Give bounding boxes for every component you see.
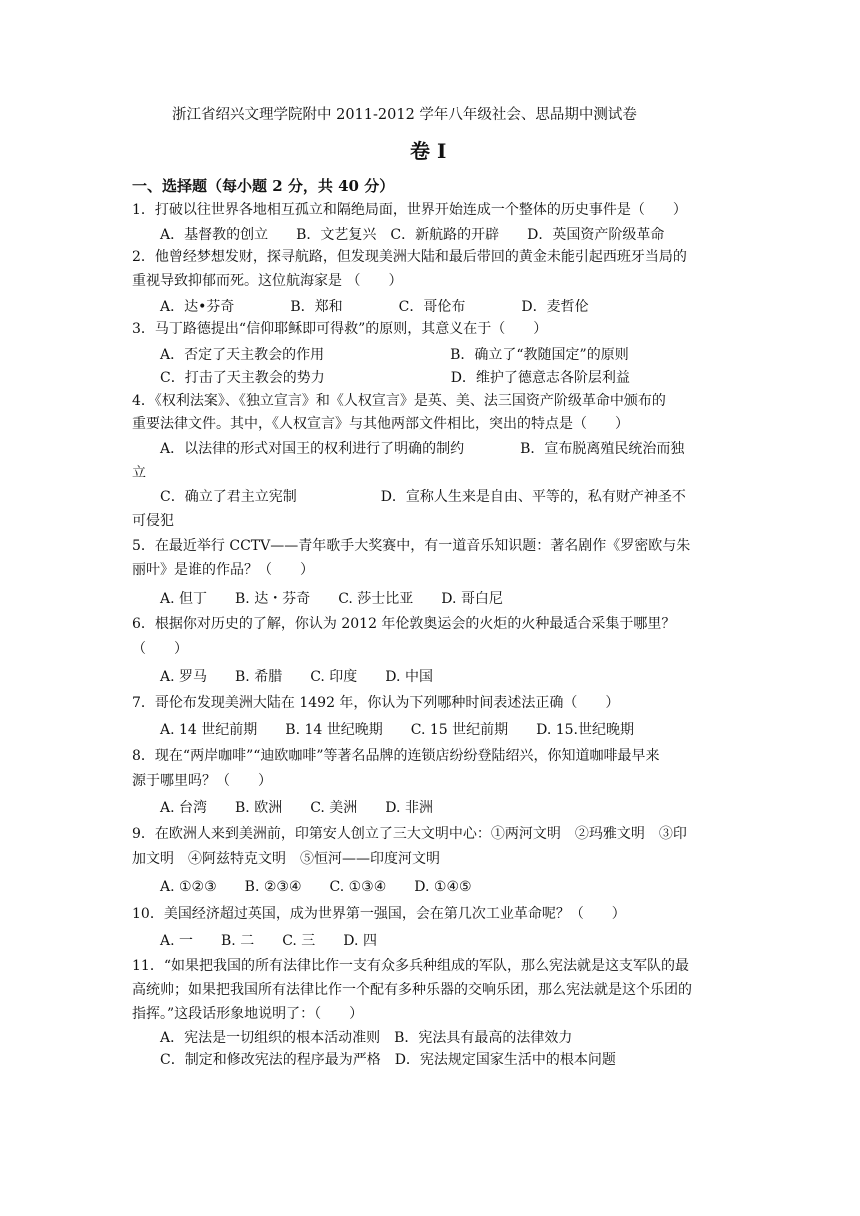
- question-line: （ ）: [132, 641, 188, 657]
- question-line: 2．他曾经梦想发财，探寻航路，但发现美洲大陆和最后带回的黄金未能引起西班牙当局的: [132, 249, 687, 265]
- question-line: 重视导致抑郁而死。这位航海家是 （ ）: [132, 273, 403, 289]
- question-line: C．确立了君主立宪制 D．宣称人生来是自由、平等的，私有财产神圣不: [160, 489, 686, 505]
- question-line: A．达•芬奇 B．郑和 C．哥伦布 D．麦哲伦: [160, 299, 589, 315]
- exam-title: 浙江省绍兴文理学院附中 2011-2012 学年八年级社会、思品期中测试卷: [172, 107, 637, 123]
- question-line: A．宪法是一切组织的根本活动准则 B．宪法具有最高的法律效力: [160, 1030, 573, 1046]
- question-line: A. 台湾 B. 欧洲 C. 美洲 D. 非洲: [160, 800, 433, 816]
- question-line: C．打击了天主教会的势力 D．维护了德意志各阶层利益: [160, 370, 630, 386]
- question-line: 6．根据你对历史的了解，你认为 2012 年伦敦奥运会的火炬的火种最适合采集于哪里？: [132, 616, 676, 632]
- question-line: 高统帅；如果把我国所有法律比作一个配有多种乐器的交响乐团，那么宪法就是这个乐团的: [132, 982, 692, 998]
- question-line: A．否定了天主教会的作用 B．确立了“教随国定”的原则: [160, 347, 629, 363]
- question-line: 7．哥伦布发现美洲大陆在 1492 年，你认为下列哪种时间表述法正确（ ）: [132, 695, 620, 711]
- question-line: 3．马丁路德提出“信仰耶稣即可得救”的原则，其意义在于（ ）: [132, 321, 548, 337]
- question-line: 11．“如果把我国的所有法律比作一支有众多兵种组成的军队，那么宪法就是这支军队的最: [132, 958, 689, 974]
- question-line: 重要法律文件。其中，《人权宣言》与其他两部文件相比，突出的特点是（ ）: [132, 416, 629, 432]
- question-line: 丽叶》是谁的作品？（ ）: [132, 562, 314, 578]
- question-line: 5．在最近举行 CCTV——青年歌手大奖赛中，有一道音乐知识题：著名剧作《罗密欧与朱: [132, 538, 691, 554]
- question-line: A. 一 B. 二 C. 三 D. 四: [160, 933, 377, 949]
- question-line: A．基督教的创立 B．文艺复兴 C．新航路的开辟 D．英国资产阶级革命: [160, 227, 665, 243]
- question-line: 可侵犯: [132, 513, 174, 529]
- question-line: 指挥。”这段话形象地说明了：（ ）: [132, 1006, 364, 1022]
- volume-heading: 卷 I: [410, 139, 447, 163]
- question-line: A. 罗马 B. 希腊 C. 印度 D. 中国: [160, 669, 433, 685]
- question-line: A. 14 世纪前期 B. 14 世纪晚期 C. 15 世纪前期 D. 15.世纪晚期: [160, 722, 634, 738]
- question-line: C．制定和修改宪法的程序最为严格 D．宪法规定国家生活中的根本问题: [160, 1052, 616, 1068]
- section-heading: 一、选择题（每小题 2 分，共 40 分）: [132, 177, 395, 195]
- question-line: 源于哪里吗？（ ）: [132, 773, 272, 789]
- question-line: 8．现在“两岸咖啡”“迪欧咖啡”等著名品牌的连锁店纷纷登陆绍兴，你知道咖啡最早来: [132, 748, 660, 764]
- question-line: 加文明 ④阿兹特克文明 ⑤恒河——印度河文明: [132, 851, 440, 867]
- question-line: 立: [132, 465, 146, 481]
- question-line: 10．美国经济超过英国，成为世界第一强国，会在第几次工业革命呢？（ ）: [132, 906, 626, 922]
- question-line: A. ①②③ B. ②③④ C. ①③④ D. ①④⑤: [160, 879, 472, 895]
- question-line: 9．在欧洲人来到美洲前，印第安人创立了三大文明中心：①两河文明 ②玛雅文明 ③印: [132, 826, 687, 842]
- question-line: 1．打破以往世界各地相互孤立和隔绝局面，世界开始连成一个整体的历史事件是（ ）: [132, 202, 687, 218]
- question-line: 4．《权利法案》、《独立宣言》和《人权宣言》是英、美、法三国资产阶级革命中颁布的: [132, 393, 666, 409]
- question-line: A．以法律的形式对国王的权利进行了明确的制约 B．宣布脱离殖民统治而独: [160, 441, 685, 457]
- question-line: A. 但丁 B. 达・芬奇 C. 莎士比亚 D. 哥白尼: [160, 591, 503, 607]
